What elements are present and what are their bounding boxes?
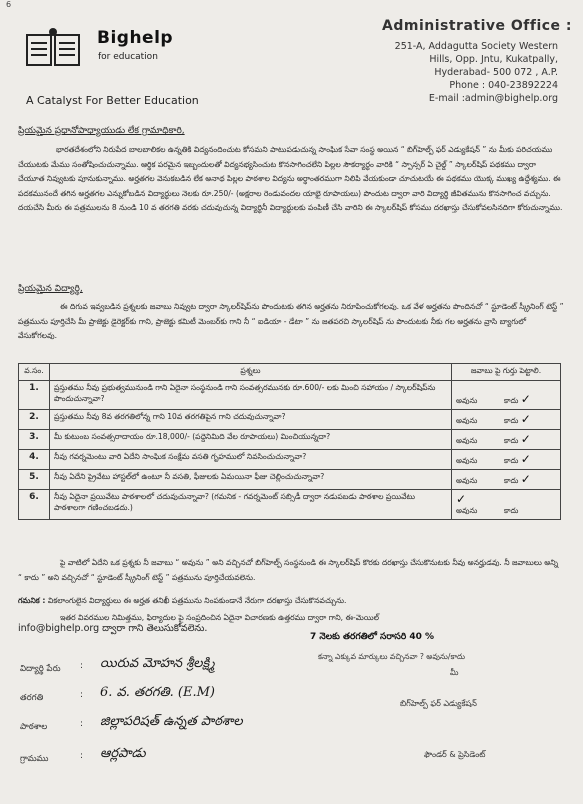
- yes-option[interactable]: అవును: [456, 416, 478, 425]
- row-question: ప్రస్తుతము నీవు 8వ తరగతిలోన్న గాని 10వ తరగతిపైన గాని చదువుచున్నావా?: [50, 410, 452, 430]
- table-row: [19, 450, 561, 470]
- row-question: ప్రస్తుతము నీవు ప్రభుత్వమునుండి గాని ఏదైనా సంస్థనుండి గాని సంవత్సరమునకు రూ.600/- లకు మించి సహాయం / స్కాలర్‌షిప్‌ను పొందుచున్నావా?: [50, 381, 452, 410]
- salutation-student: ప్రియమైన విద్యార్థి,: [18, 284, 83, 294]
- row-answer: [452, 490, 561, 520]
- row-number: 6.: [19, 490, 50, 520]
- signature-line-org: బిగ్‌హెల్ప్ ఫర్ ఎడ్యుకేషన్: [400, 699, 477, 708]
- address-line: Hills, Opp. Jntu, Kukatpally,: [429, 54, 558, 65]
- row-number: 1.: [19, 381, 50, 410]
- row-question: మీ కుటుంబ సంవత్సరాదాయం రూ.18,000/- (పద్దెనిమిది వేల రూపాయలు) మించియున్నదా?: [50, 430, 452, 450]
- yes-option[interactable]: అవును: [456, 396, 478, 405]
- no-option[interactable]: కాదు: [504, 456, 519, 465]
- signature-line-1: మీ: [450, 668, 459, 677]
- field-label-class: తరగతి: [20, 693, 44, 703]
- table-row: [19, 410, 561, 430]
- field-colon: :: [80, 690, 84, 700]
- no-option[interactable]: కాదు: [504, 506, 519, 515]
- no-option[interactable]: కాదు: [504, 396, 519, 405]
- tick-mark-icon: ✓: [520, 452, 531, 466]
- field-colon: :: [80, 661, 84, 671]
- brand-name: Bighelp: [97, 28, 174, 48]
- note-line: [18, 594, 564, 609]
- field-colon: :: [80, 719, 84, 729]
- col-header-sno: వ.సం.: [19, 364, 50, 381]
- village-value[interactable]: ఆర్లపాడు: [100, 746, 146, 761]
- page-number-mark: 6: [6, 0, 12, 9]
- handwritten-percentage-note: 7 నెలకు తరగతిలో సరాసరి 40 %: [310, 632, 434, 642]
- row-number: 2.: [19, 410, 50, 430]
- row-number: 4.: [19, 450, 50, 470]
- row-question: నీవు ఏదేని ప్రైవేటు హాస్టల్‌లో ఉంటూ నీ వసతి, ఫీజులకు ఏమయినా ఫీజు చెల్లించుచున్నావా?: [50, 470, 452, 490]
- student-name-value[interactable]: యిరువ మోహన శ్రీలక్ష్మి: [100, 656, 215, 671]
- col-header-question: ప్రశ్నలు: [50, 364, 452, 381]
- tick-mark-icon: ✓: [520, 392, 531, 406]
- row-answer: [452, 381, 561, 410]
- phone-line: Phone : 040-23892224: [449, 80, 558, 91]
- contact-email[interactable]: info@bighelp.org ద్వారా గాని తెలుసుకోవలెను.: [18, 623, 208, 634]
- address-line: Hyderabad- 500 072 , A.P.: [434, 67, 558, 78]
- row-number: 3.: [19, 430, 50, 450]
- student-paragraph: ఈ దిగువ ఇవ్వబడిన ప్రశ్నలకు జవాబు నివ్వుట ద్వారా స్కాలర్‌షిప్‌ను పొందుటకు తగిన అర్హతను నిరూపించుకోగలవు. ఒక వేళ అర్హతను పొందినచో “ స్టూడెంట్ స్క్రీనింగ్ టెస్ట్ ” పత్రమును పూర్తిచేసి మీ ప్రాజెక్టు డైరెక్టర్‌కు గాని, ప్రాజెక్టు కమిటీ మెంబర్‌కు గాని నీ “ ఐడియా - డేటా ” ను జతపరచి స్కాలర్‌షిప్ ను పొందుటకు నీకు గల అర్హతను వ్రాసి బ్యాగులో వేసుకోగలవు.: [18, 302, 564, 340]
- tick-mark-icon: ✓: [456, 492, 467, 506]
- contact-paragraph: ఇతర వివరముల నిమిత్తము, ఫిర్యాదుల పై సంప్రదించిన ఏదైనా విచారణకు ఉత్తరము ద్వారా గాని, ఈ-మెయిల్: [60, 613, 379, 622]
- field-label-village: గ్రామము: [20, 754, 49, 764]
- class-value[interactable]: 6. వ. తరగతి. (E.M): [100, 685, 215, 700]
- tick-mark-icon: ✓: [520, 412, 531, 426]
- table-header-row: [19, 364, 561, 381]
- tagline: A Catalyst For Better Education: [26, 94, 199, 107]
- field-label-student-name: విద్యార్థి పేరు: [20, 664, 61, 674]
- email-line: E-mail :admin@bighelp.org: [428, 93, 558, 104]
- no-option[interactable]: కాదు: [504, 436, 519, 445]
- yes-option[interactable]: అవును: [456, 476, 478, 485]
- address-line: 251-A, Addagutta Society Western: [394, 41, 558, 52]
- salutation-headmaster: ప్రియమైన ప్రధానోపాధ్యాయుడు లేక గ్రామాధికారి,: [18, 126, 185, 136]
- no-option[interactable]: కాదు: [504, 416, 519, 425]
- school-value[interactable]: జిల్లాపరిషత్ ఉన్నత పాఠశాల: [100, 714, 243, 729]
- row-answer: [452, 410, 561, 430]
- marks-question: కన్నా ఎక్కువ మార్కులు వచ్చినవా ? అవును/కాదు: [318, 652, 466, 661]
- yes-option[interactable]: అవును: [456, 456, 478, 465]
- result-paragraph: పై వాటిలో ఏదేని ఒక ప్రశ్నకు నీ జవాబు “ అవును ” అని వచ్చినచో బిగ్‌హెల్ప్ సంస్థనుండి ఈ స్కాలర్‌షిప్ కొరకు దరఖాస్తు చేసుకొనుటకు నీవు అనర్హుడవు. నీ జవాబులు అన్ని “ కాదు ” అని వచ్చినచో “ స్టూడెంట్ స్క్రీనింగ్ టెస్ట్ ” పత్రమును పూర్తిచేయవలెను.: [18, 558, 559, 582]
- row-answer: [452, 450, 561, 470]
- field-label-school: పాఠశాల: [20, 722, 48, 732]
- office-title: Administrative Office :: [382, 18, 573, 34]
- row-answer: [452, 430, 561, 450]
- yes-option[interactable]: అవును: [456, 436, 478, 445]
- row-answer: [452, 470, 561, 490]
- note-text: వికలాంగులైన విద్యార్థులు ఈ అర్హత తనిఖీ పత్రమును నింపకుండానే నేరుగా దరఖాస్తు చేసుకొనవచ్చును.: [47, 596, 347, 605]
- open-book-logo-icon: [25, 27, 81, 69]
- office-address: [384, 40, 558, 105]
- tick-mark-icon: ✓: [520, 472, 531, 486]
- row-question: నీవు ఏదైనా ప్రయివేటు పాఠశాలలో చదువుచున్నావా? (గమనిక - గవర్నమెంట్ సబ్సిడీ ద్వారా నడుపబడు పాఠశాల ప్రయివేటు పాఠశాలగా గణించబడదు.): [50, 490, 452, 520]
- yes-option[interactable]: అవును: [456, 506, 478, 515]
- eligibility-table: [18, 363, 561, 520]
- row-number: 5.: [19, 470, 50, 490]
- table-row: [19, 470, 561, 490]
- table-row: [19, 490, 561, 520]
- brand-subtitle: for education: [98, 52, 158, 62]
- intro-paragraph: భారతదేశంలోని నిరుపేద బాలబాలికల ఉన్నతికి విద్యనందించుట కోసమని పాటుపడుచున్న సాంఘిక సేవా సంస్థ అయిన “ బిగ్‌హెల్ప్ ఫర్ ఎడ్యుకేషన్ ” ను మీకు పరిచయము చేయుటకు మేము సంతోషించుచున్నాము. ఆర్థిక పరమైన ఇబ్బందులతో విద్యనభ్యసించుట కొనసాగించలేని పిల్లల సౌకర్యార్థం వారికి “ స్పాన్సర్ ఏ చైల్డ్ ” స్కాలర్‌షిప్ పథకము ద్వారా చేయూత నివ్వుటకు పూనుకున్నాము. అర్హతగల వెనుకబడిన లేక అనాథ పిల్లల పాఠశాల విద్యను అర్థాంతరముగా నిలిపి వేయకుండా చూచుటయే ఈ పథకము యొక్క ముఖ్య ఉద్దేశ్యము. ఈ పదకమునందే తగిన అర్హతగల ఎన్నుకోబడిన విద్యార్థులు నెలకు రూ.250/- (అక్షరాల రెండువందల యాభై రూపాయలు) పొందుట ద్వారా వారి విద్యార్థి జీవితమును కొనసాగించ వచ్చును. దయచేసి మీరు ఈ పత్రములను 8 నుండి 10 వ తరగతి వరకు చదువుచున్న విద్యార్థినీ విద్యార్థులకు పంపిణీ చేసి వారిని ఈ స్కాలర్‌షిప్ కోసము దరఖాస్తు చేసుకోవలసినదిగా కోరుచున్నాము.: [18, 145, 563, 212]
- tick-mark-icon: ✓: [520, 432, 531, 446]
- table-row: [19, 430, 561, 450]
- table-row: [19, 381, 561, 410]
- no-option[interactable]: కాదు: [504, 476, 519, 485]
- note-label: గమనిక :: [18, 596, 46, 605]
- field-colon: :: [80, 751, 84, 761]
- col-header-answer: జవాబు పై గుర్తు పెట్టాలి.: [452, 364, 561, 381]
- row-question: నీవు గవర్నమెంటు వారి ఏదేని సాంఘిక సంక్షేమ వసతి గృహములో నివసించుచున్నావా?: [50, 450, 452, 470]
- signature-line-title: ఫౌండర్ & ప్రెసిడెంట్: [424, 750, 486, 759]
